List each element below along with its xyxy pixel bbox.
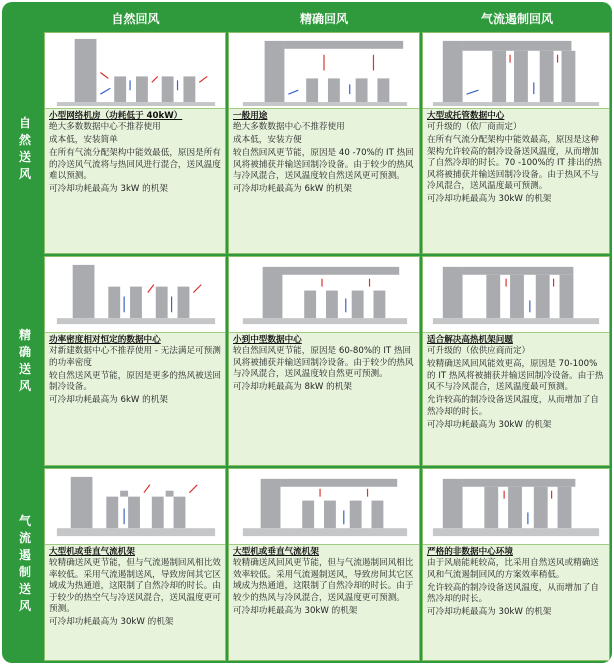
cell-natural-supply-natural-return xyxy=(44,32,226,254)
cell-line: 可冷却功耗最高为 30kW 的机架 xyxy=(427,607,552,618)
comparison-table xyxy=(2,2,612,663)
cell-title: 小型网络机房（功耗低于 40kW） xyxy=(49,111,183,121)
cell-line: 较自然回风更节能，原因是 40 -70%的 IT 热回风将被捕获并输送回制冷设备。由于较少的热风与冷风混合，送风温度较自然送风更可预测。 xyxy=(233,148,414,182)
airflow-diagram xyxy=(423,257,609,333)
cell-line: 可冷却功耗最高为 6kW 的机架 xyxy=(49,395,168,406)
cell-precise-supply-precise-return xyxy=(228,256,420,466)
cell-title: 一般用途 xyxy=(233,111,268,121)
cell-line: 绝大多数数据中心不推荐使用 xyxy=(233,122,345,133)
cell-title: 适合解决高热机架问题 xyxy=(427,335,513,345)
column-header-contained-return: 气流遏制回风 xyxy=(480,12,553,26)
cell-line: 可冷却功耗最高为 30kW 的机架 xyxy=(427,194,552,205)
cell-line: 可冷却功耗最高为 30kW 的机架 xyxy=(49,617,174,628)
cell-line: 由于风扇能耗较高，比采用自然送风或精确送风和气流遏制回风的方案效率稍低。 xyxy=(427,558,599,580)
cell-natural-supply-contained-return xyxy=(422,32,610,254)
cell-line: 对新建数据中心不推荐使用 - 无法满足可预测的功率密度 xyxy=(49,346,221,368)
cell-title: 小到中型数据中心 xyxy=(233,335,302,345)
cell-line: 可升级的（依厂商而定） xyxy=(427,122,522,133)
airflow-diagram xyxy=(229,33,419,109)
cell-line: 可冷却功耗最高为 6kW 的机架 xyxy=(233,184,352,195)
cell-line: 较精确送风更节能，但与气流遏制回风相比效率较低。采用气流遏制送风，导致房间其它区域成为热通道，这限制了自然冷却的时长。由于较少的热空气与冷送风混合，送风温度更可预测。 xyxy=(49,558,221,615)
cell-line: 较自然回风更节能，原因是 60-80%的 IT 热回风将被捕获并输送回制冷设备。由于较少的热风与冷风混合，送风温度较自然更可预测。 xyxy=(233,346,414,380)
column-header-precise-return: 精确回风 xyxy=(299,12,348,26)
cell-line: 较精确送风回风更节能，但与气流遏制回风相比效率较低。采用气流遏制送风，导致房间其它区域成为热通道，这限制了自然冷却的时长。由于较少的热风与冷风混合，送风温度更可预测。 xyxy=(233,558,414,603)
cell-contained-supply-precise-return xyxy=(228,468,420,661)
cell-title: 功率密度相对恒定的数据中心 xyxy=(49,335,161,345)
cell-precise-supply-natural-return xyxy=(44,256,226,466)
airflow-diagram xyxy=(45,33,225,109)
cell-line: 较自然送风更节能，原因是更多的热风被送回制冷设备。 xyxy=(49,370,221,393)
cell-line: 允许较高的制冷设备送风温度，从而增加了自然冷却的时长。 xyxy=(427,582,599,605)
cell-title: 严格的非数据中心环境 xyxy=(427,547,513,557)
cell-natural-supply-precise-return xyxy=(228,32,420,254)
airflow-diagram xyxy=(229,469,419,545)
cell-contained-supply-natural-return xyxy=(44,468,226,661)
cell-line: 成本低，安装方便 xyxy=(233,135,302,146)
airflow-diagram xyxy=(45,469,225,545)
cell-line: 绝大多数数据中心不推荐使用 xyxy=(49,122,161,133)
cell-line: 较精确送风回风能效更高，原因是 70-100%的 IT 热风将被捕获并输送回制冷设备。由于热风不与冷风混合，送风温度最可预测。 xyxy=(427,359,604,393)
cell-contained-supply-contained-return xyxy=(422,468,610,661)
cell-line: 在所有气流分配架构中能效最高，原因是这种架构允许较高的制冷设备送风温度，从而增加了自然冷却的时长。70 -100%的 IT 排出的热风将被捕获并输送回制冷设备。由于热风不与冷风混合，送风温度最可预测。 xyxy=(427,135,602,192)
cell-line: 可冷却功耗最高为 8kW 的机架 xyxy=(233,382,352,393)
row-label-natural-supply: 自 然 送 风 xyxy=(18,116,31,181)
cell-line: 可升级的（依供应商而定） xyxy=(427,346,531,357)
cell-line: 允许较高的制冷设备送风温度，从而增加了自然冷却的时长。 xyxy=(427,395,599,417)
cell-line: 可冷却功耗最高为 30kW 的机架 xyxy=(233,605,358,616)
airflow-diagram xyxy=(229,257,419,333)
airflow-diagram xyxy=(45,257,225,333)
row-label-precise-supply: 精 确 送 风 xyxy=(18,328,31,393)
cell-precise-supply-contained-return xyxy=(422,256,610,466)
airflow-diagram xyxy=(423,33,609,109)
airflow-diagram xyxy=(423,469,609,545)
cell-title: 大型或托管数据中心 xyxy=(427,111,505,121)
cell-line: 可冷却功耗最高为 3kW 的机架 xyxy=(49,184,168,195)
column-header-natural-return: 自然回风 xyxy=(111,12,160,26)
cell-title: 大型机或垂直气流机架 xyxy=(49,547,135,557)
cell-line: 可冷却功耗最高为 30kW 的机架 xyxy=(427,419,552,430)
cell-line: 在所有气流分配架构中能效最低，原因是所有的冷送风气流将与热回风进行混合，送风温度难以预测。 xyxy=(49,148,221,182)
cell-title: 大型机或垂直气流机架 xyxy=(233,547,319,557)
row-label-contained-supply: 气 流 遏 制 送 风 xyxy=(18,514,31,613)
cell-line: 成本低，安装简单 xyxy=(49,135,118,146)
